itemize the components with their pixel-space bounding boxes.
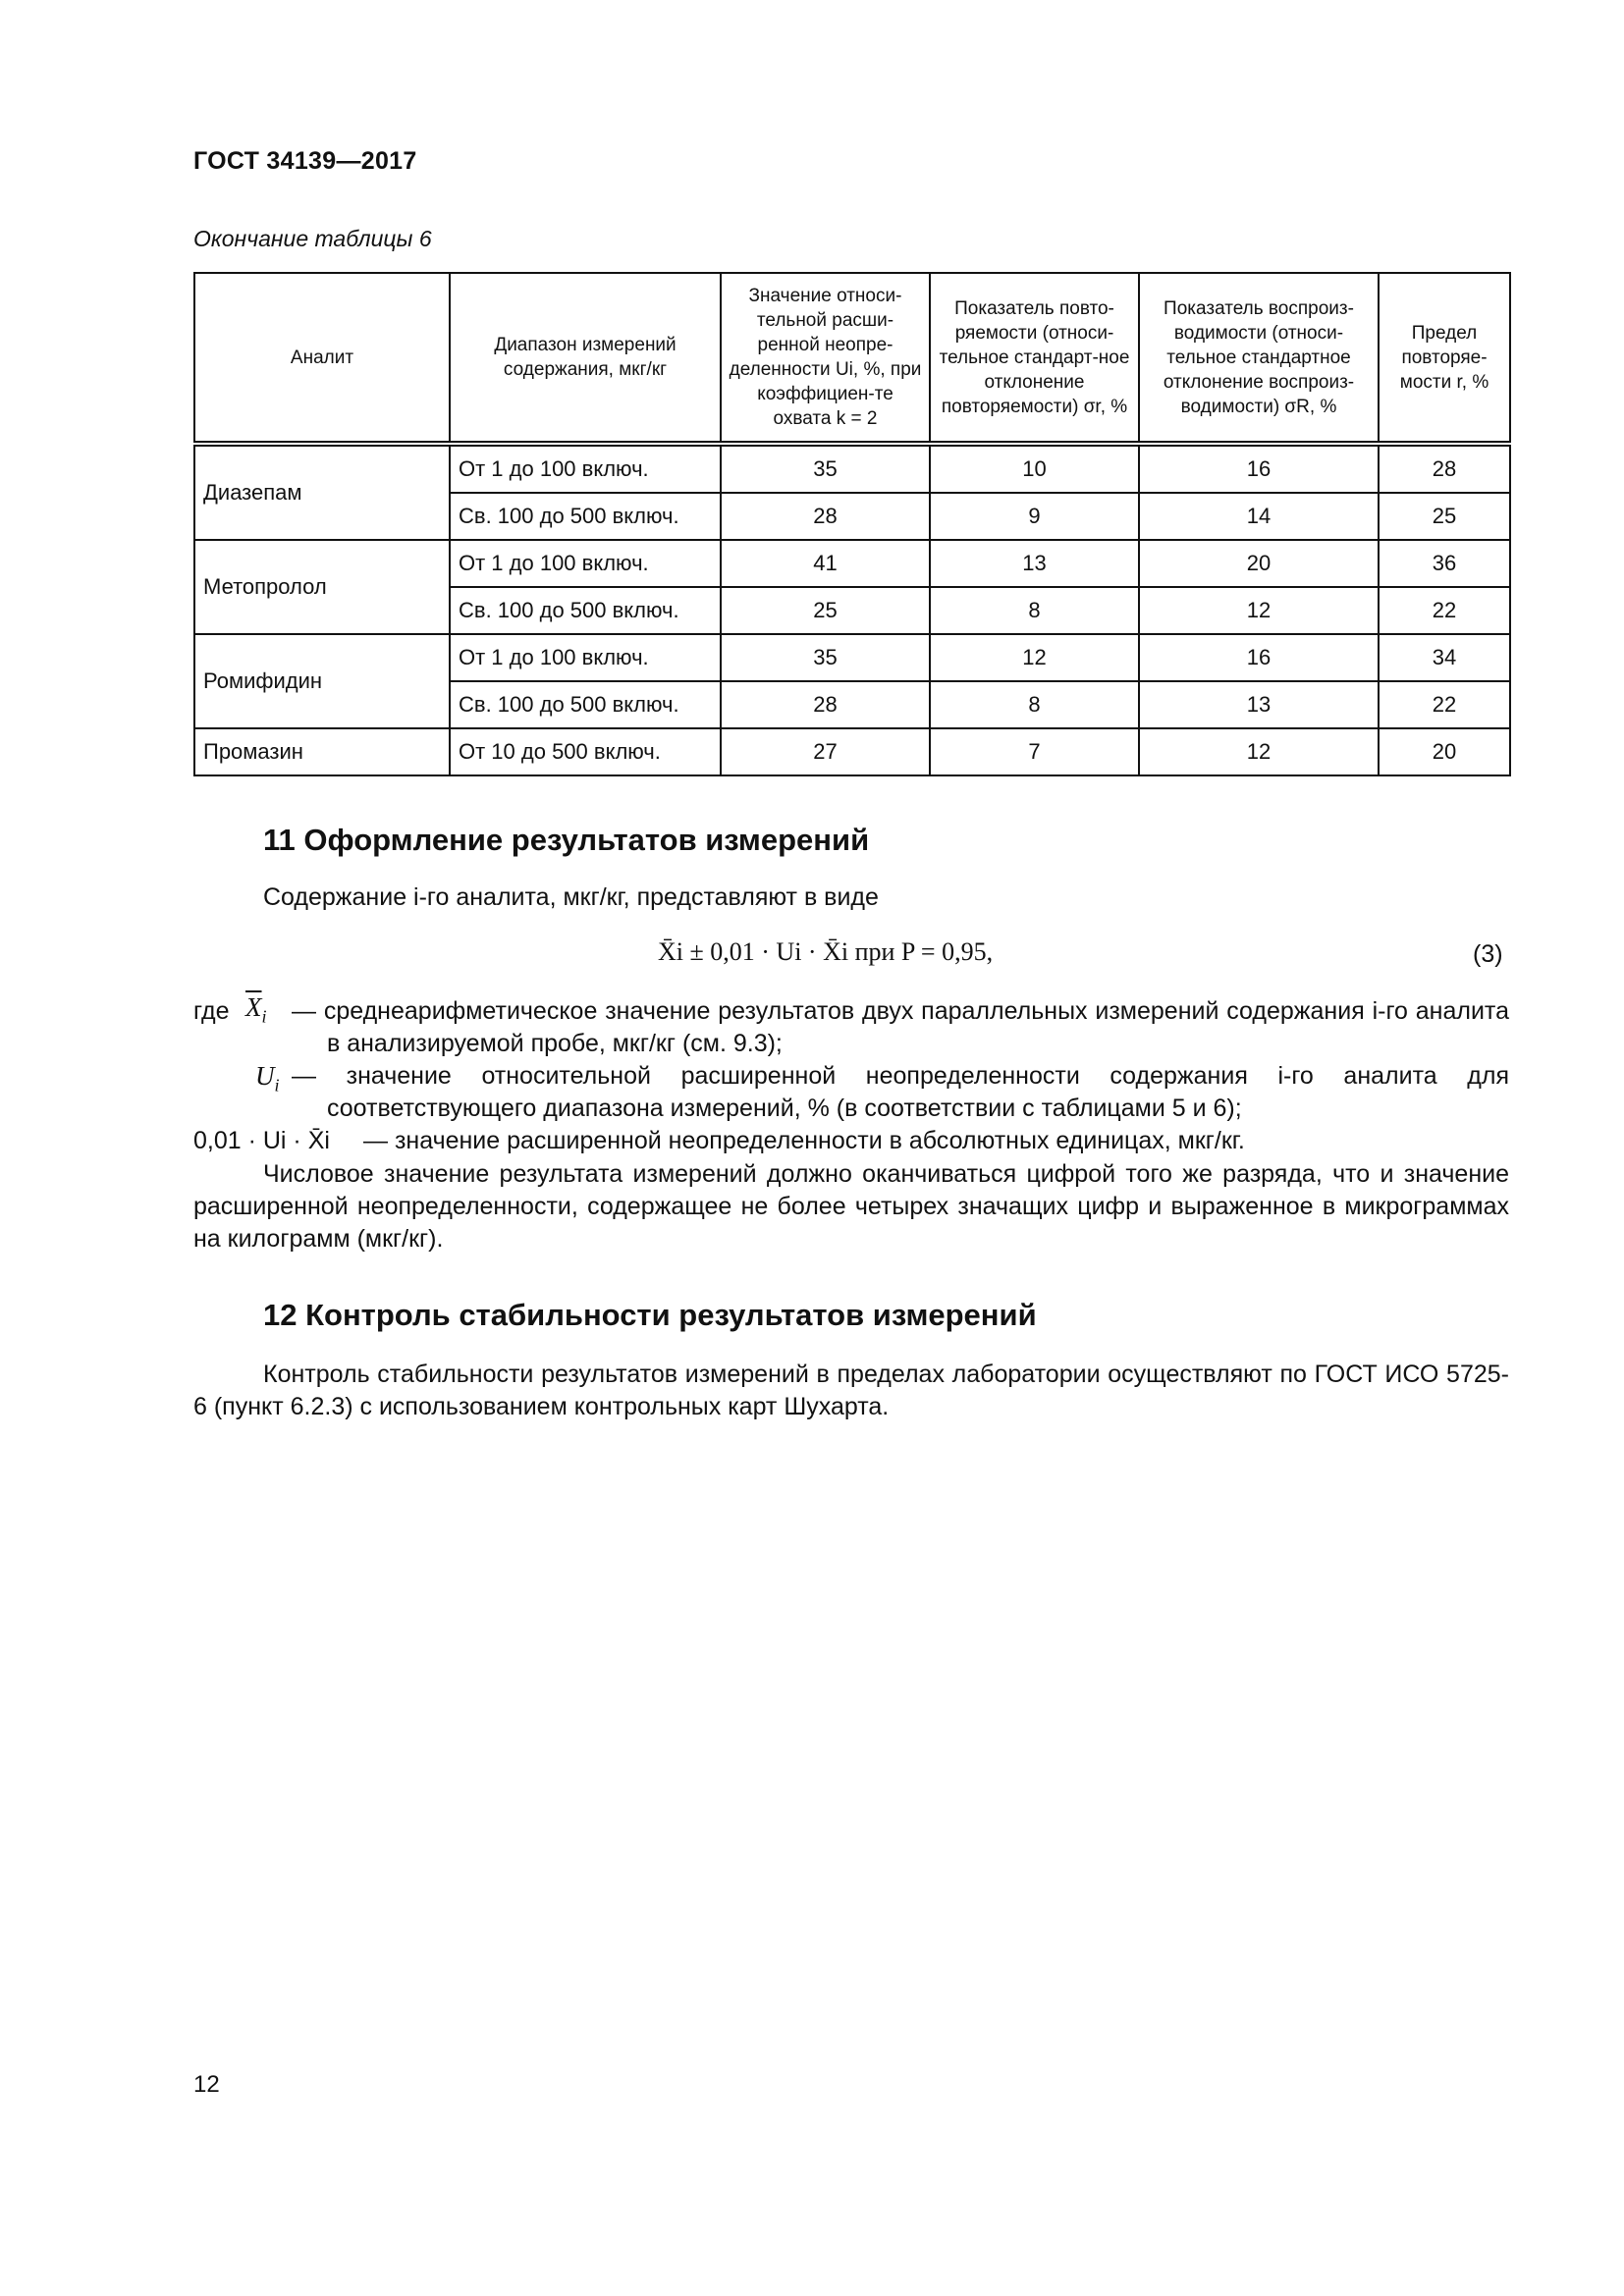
- formula-3: X̄i ± 0,01 · Ui · X̄i при P = 0,95,: [658, 937, 994, 966]
- col-repeatability: Показатель повто-ряемости (относи-тельное стандарт-ное отклонение повторяемости) σr, %: [930, 273, 1139, 444]
- cell-r: 22: [1379, 681, 1510, 728]
- cell-analyte: Промазин: [194, 728, 450, 775]
- cell-u: 25: [721, 587, 930, 634]
- cell-range: Св. 100 до 500 включ.: [450, 587, 721, 634]
- cell-sr: 7: [930, 728, 1139, 775]
- cell-range: От 1 до 100 включ.: [450, 540, 721, 587]
- def2-symbol: $U_i$: [255, 1061, 280, 1095]
- cell-u: 35: [721, 444, 930, 493]
- cell-sr: 12: [930, 634, 1139, 681]
- cell-sr: 8: [930, 587, 1139, 634]
- cell-r: 34: [1379, 634, 1510, 681]
- def3-text: — значение расширенной неопределенности в абсолютных единицах, мкг/кг.: [363, 1127, 1245, 1154]
- table-caption: Окончание таблицы 6: [193, 226, 432, 251]
- cell-sR: 16: [1139, 634, 1379, 681]
- section-12-paragraph: Контроль стабильности результатов измерений в пределах лаборатории осуществляют по ГОСТ ИСО 5725-6 (пункт 6.2.3) с использованием контрольных карт Шухарта.: [193, 1361, 1509, 1420]
- cell-analyte: Диазепам: [194, 444, 450, 540]
- section-12-title: 12 Контроль стабильности результатов измерений: [263, 1298, 1037, 1332]
- table-header-row: [194, 273, 1510, 444]
- cell-u: 35: [721, 634, 930, 681]
- cell-sR: 14: [1139, 493, 1379, 540]
- table-row: [194, 634, 1510, 681]
- cell-r: 28: [1379, 444, 1510, 493]
- col-analyte: Аналит: [194, 273, 450, 444]
- cell-r: 36: [1379, 540, 1510, 587]
- cell-range: От 1 до 100 включ.: [450, 444, 721, 493]
- section-11-intro: Содержание i-го аналита, мкг/кг, представляют в виде: [263, 883, 879, 911]
- cell-range: От 10 до 500 включ.: [450, 728, 721, 775]
- section-11-title: 11 Оформление результатов измерений: [263, 823, 870, 857]
- cell-sR: 16: [1139, 444, 1379, 493]
- page-number: 12: [193, 2071, 220, 2098]
- cell-r: 25: [1379, 493, 1510, 540]
- def3-symbol: 0,01 · Ui · X̄i: [193, 1127, 330, 1154]
- equation-number: (3): [1473, 940, 1503, 968]
- cell-r: 22: [1379, 587, 1510, 634]
- cell-sr: 9: [930, 493, 1139, 540]
- cell-sr: 10: [930, 444, 1139, 493]
- cell-sr: 13: [930, 540, 1139, 587]
- table-row: [194, 444, 1510, 493]
- where-label: где: [193, 997, 230, 1025]
- col-uncertainty: Значение относи-тельной расши-ренной неопре-деленности Ui, %, при коэффициен-те охвата k = 2: [721, 273, 930, 444]
- cell-analyte: Ромифидин: [194, 634, 450, 728]
- col-range: Диапазон измерений содержания, мкг/кг: [450, 273, 721, 444]
- def1-symbol: $\overline{X}_i$: [245, 992, 267, 1027]
- table-6: [193, 272, 1511, 776]
- col-limit: Предел повторяе-мости r, %: [1379, 273, 1510, 444]
- col-reproducibility: Показатель воспроиз-водимости (относи-тельное стандартное отклонение воспроиз-водимости) σR, %: [1139, 273, 1379, 444]
- cell-sR: 20: [1139, 540, 1379, 587]
- cell-analyte: Метопролол: [194, 540, 450, 634]
- table-row: [194, 728, 1510, 775]
- document-id: ГОСТ 34139—2017: [193, 147, 417, 175]
- cell-u: 41: [721, 540, 930, 587]
- cell-sR: 12: [1139, 728, 1379, 775]
- cell-r: 20: [1379, 728, 1510, 775]
- cell-range: Св. 100 до 500 включ.: [450, 681, 721, 728]
- cell-u: 28: [721, 681, 930, 728]
- cell-sR: 12: [1139, 587, 1379, 634]
- def1-text: — среднеарифметическое значение результатов двух параллельных измерений содержания i-го аналита в анализируемой пробе, мкг/кг (см. 9.3);: [292, 997, 1509, 1057]
- cell-u: 27: [721, 728, 930, 775]
- cell-sR: 13: [1139, 681, 1379, 728]
- def2-text: — значение относительной расширенной неопределенности содержания i-го аналита для соответствующего диапазона измерений, % (в соответствии с таблицами 5 и 6);: [292, 1062, 1509, 1122]
- section-11-paragraph: Числовое значение результата измерений должно оканчиваться цифрой того же разряда, что и значение расширенной неопределенности, содержащее не более четырех значащих цифр и выраженное в микрограммах на килограмм (мкг/кг).: [193, 1160, 1509, 1253]
- cell-sr: 8: [930, 681, 1139, 728]
- cell-range: От 1 до 100 включ.: [450, 634, 721, 681]
- cell-range: Св. 100 до 500 включ.: [450, 493, 721, 540]
- table-row: [194, 540, 1510, 587]
- cell-u: 28: [721, 493, 930, 540]
